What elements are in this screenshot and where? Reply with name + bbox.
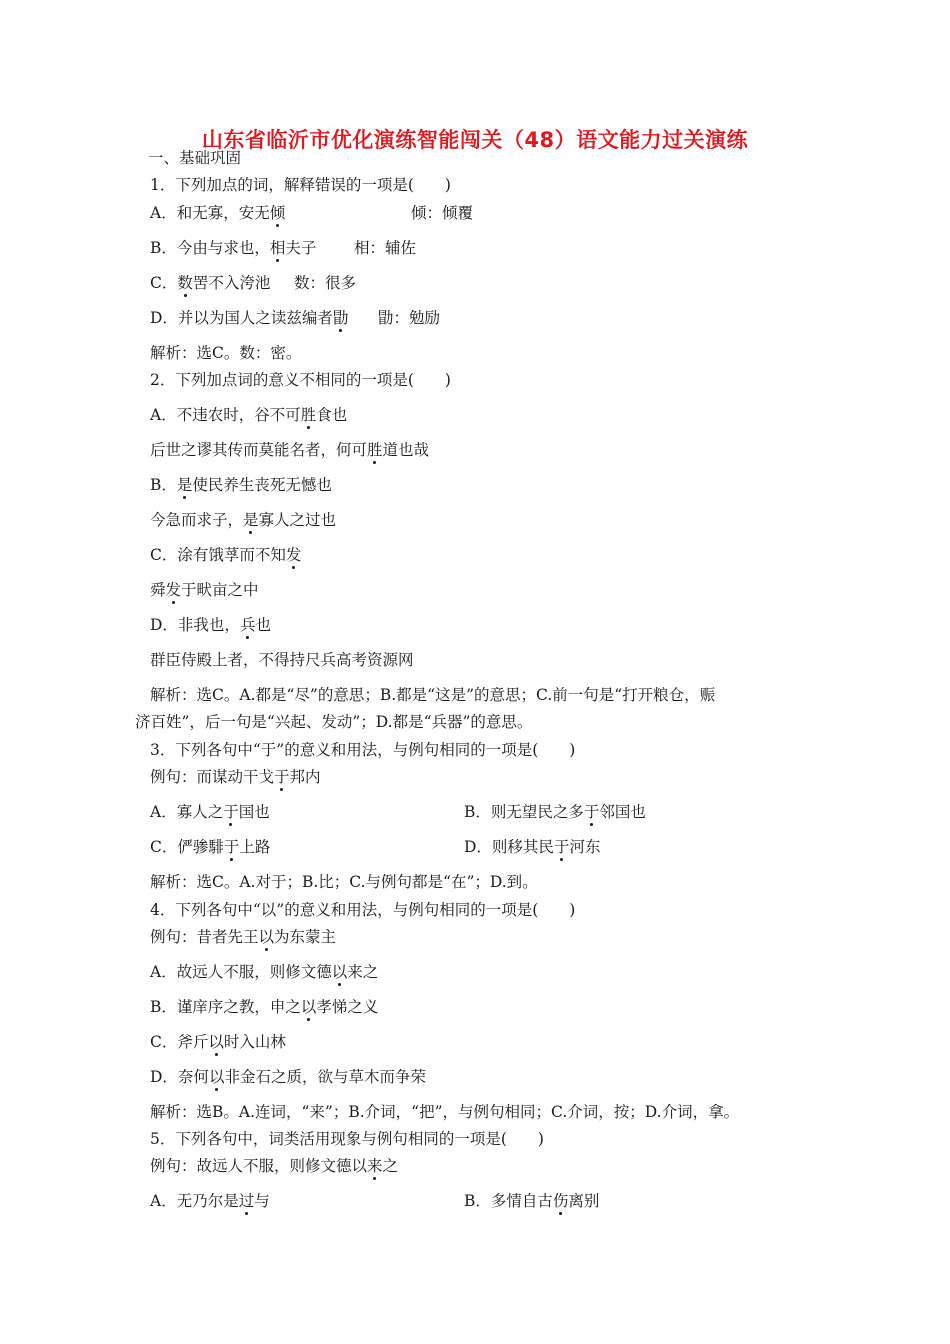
question-4-option-a: [150, 962, 378, 982]
dotted-word: 来: [367, 1157, 383, 1175]
document-title: 山东省临沂市优化演练智能闯关（48）语文能力过关演练: [201, 128, 749, 152]
dotted-word: 于: [223, 803, 239, 821]
question-3-option-b: [464, 802, 646, 822]
dotted-word: 数: [177, 274, 193, 292]
question-2-option-b2: [150, 510, 336, 530]
option-text: 例句：而谋动干戈: [150, 768, 275, 786]
question-2-option-a2: [150, 440, 429, 460]
option-text: B．则无望民之多: [464, 803, 584, 821]
option-text: 也: [255, 616, 271, 634]
question-1-option-b: [150, 238, 316, 258]
question-1-option-c: [150, 273, 270, 293]
option-text: A．故远人不服，则修文德: [150, 963, 332, 981]
option-text: 离别: [568, 1192, 600, 1210]
question-3-stem: 3．下列各句中“于”的意义和用法，与例句相同的一项是( ): [150, 741, 576, 759]
dotted-word: 过: [238, 1192, 255, 1210]
option-text: 邻国也: [599, 803, 646, 821]
option-text: D．非我也，: [150, 616, 240, 634]
question-2-option-c1: [150, 545, 301, 565]
question-3-example: [150, 767, 321, 787]
option-text: B．今由与求也，: [150, 239, 270, 257]
option-text: 舜: [150, 581, 166, 599]
option-text: 寡人之过也: [258, 511, 337, 529]
option-text: 时入山林: [223, 1033, 286, 1051]
option-text: D．奈何: [150, 1068, 209, 1086]
option-text: 于畎亩之中: [181, 581, 259, 599]
option-text: 邦内: [289, 768, 321, 786]
question-1-option-a: [150, 203, 285, 223]
option-text: 今急而求子，: [150, 511, 244, 529]
option-text: 孝悌之义: [316, 998, 379, 1016]
question-2-stem: 2．下列加点词的意义不相同的一项是( ): [150, 371, 451, 389]
dotted-word: 以: [208, 1068, 225, 1086]
question-1-gloss-b: 相：辅佐: [354, 239, 417, 257]
question-1-gloss-d: 勖：勉励: [378, 309, 441, 327]
question-2-option-d1: [150, 615, 271, 635]
question-2-option-b1: [150, 475, 332, 495]
option-text: B．谨庠序之教，申之: [150, 998, 301, 1016]
question-2-option-a1: [150, 405, 347, 425]
question-5-option-a: [150, 1191, 270, 1211]
question-1-gloss-a: 倾：倾覆: [411, 204, 474, 222]
question-5-example: [150, 1156, 398, 1176]
question-1-analysis: 解析：选C。数：密。: [150, 344, 302, 362]
option-text: 罟不入洿池: [192, 274, 271, 292]
question-3-option-c: [150, 837, 270, 857]
dotted-word: 以: [258, 928, 275, 946]
option-text: B．: [150, 476, 177, 494]
option-text: D．并以为国人之读兹编者: [150, 309, 333, 327]
option-text: A．和无寡，安无: [150, 204, 270, 222]
dotted-word: 于: [274, 768, 290, 786]
dotted-word: 是: [243, 511, 259, 529]
question-1-option-d: [150, 308, 348, 328]
dotted-word: 发: [165, 581, 182, 599]
option-text: C．涂有饿莩而不知: [150, 546, 286, 564]
question-5-stem: 5．下列各句中，词类活用现象与例句相同的一项是( ): [150, 1130, 544, 1148]
question-4-example: [150, 927, 336, 947]
option-text: C．斧斤: [150, 1033, 209, 1051]
dotted-word: 发: [285, 546, 302, 564]
question-4-stem: 4．下列各句中“以”的意义和用法，与例句相同的一项是( ): [150, 901, 576, 919]
option-text: 后世之谬其传而莫能名者，何可: [150, 441, 368, 459]
option-text: C．: [150, 274, 178, 292]
dotted-word: 于: [583, 803, 600, 821]
question-3-option-d: [464, 837, 600, 857]
question-2-option-d2: 群臣侍殿上者，不得持尺兵高考资源网: [150, 651, 414, 669]
option-text: A．无乃尔是: [150, 1192, 239, 1210]
dotted-word: 以: [300, 998, 317, 1016]
question-1-stem: 1．下列加点的词，解释错误的一项是( ): [150, 176, 451, 194]
dotted-word: 相: [269, 239, 286, 257]
question-5-option-b: [464, 1191, 599, 1211]
question-2-analysis-line-2: 济百姓”，后一句是“兴起、发动”；D.都是“兵器”的意思。: [135, 713, 533, 731]
option-text: 与: [254, 1192, 270, 1210]
option-text: 夫子: [285, 239, 317, 257]
question-2-analysis-line-1: 解析：选C。A.都是“尽”的意思；B.都是“这是”的意思；C.前一句是“打开粮仓，赈: [150, 686, 716, 704]
dotted-word: 勖: [332, 309, 349, 327]
question-4-option-b: [150, 997, 378, 1017]
option-text: 来之: [347, 963, 379, 981]
option-text: B．多情自古: [464, 1192, 553, 1210]
question-3-analysis: 解析：选C。A.对于；B.比；C.与例句都是“在”；D.到。: [150, 873, 538, 891]
dotted-word: 以: [208, 1033, 224, 1051]
dotted-word: 是: [176, 476, 193, 494]
dotted-word: 倾: [269, 204, 286, 222]
option-text: A．不违农时，谷不可: [150, 406, 301, 424]
option-text: 使民养生丧死无憾也: [192, 476, 332, 494]
option-text: A．寡人之: [150, 803, 224, 821]
question-4-option-d: [150, 1067, 426, 1087]
dotted-word: 于: [223, 838, 240, 856]
option-text: 道也哉: [382, 441, 430, 459]
option-text: 例句：昔者先王: [150, 928, 259, 946]
dotted-word: 兵: [239, 616, 256, 634]
option-text: 河东: [569, 838, 601, 856]
option-text: 国也: [238, 803, 270, 821]
dotted-word: 胜: [367, 441, 383, 459]
option-text: 食也: [316, 406, 348, 424]
option-text: 上路: [239, 838, 271, 856]
dotted-word: 胜: [300, 406, 317, 424]
question-2-option-c2: [150, 580, 259, 600]
question-4-analysis: 解析：选B。A.连词，“来”；B.介词，“把”，与例句相同；C.介词，按；D.介词，拿。: [150, 1103, 740, 1121]
option-text: 例句：故远人不服，则修文德以: [150, 1157, 368, 1175]
dotted-word: 伤: [552, 1192, 569, 1210]
section-heading: 一、基础巩固: [148, 149, 242, 167]
option-text: D．则移其民: [464, 838, 554, 856]
option-text: C．俨骖騑: [150, 838, 224, 856]
option-text: 非金石之质，欲与草木而争荣: [224, 1068, 426, 1086]
option-text: 为东蒙主: [274, 928, 337, 946]
question-1-gloss-c: 数：很多: [294, 274, 357, 292]
dotted-word: 以: [331, 963, 348, 981]
option-text: 之: [382, 1157, 399, 1175]
question-4-option-c: [150, 1032, 286, 1052]
dotted-word: 于: [553, 838, 570, 856]
question-3-option-a: [150, 802, 270, 822]
